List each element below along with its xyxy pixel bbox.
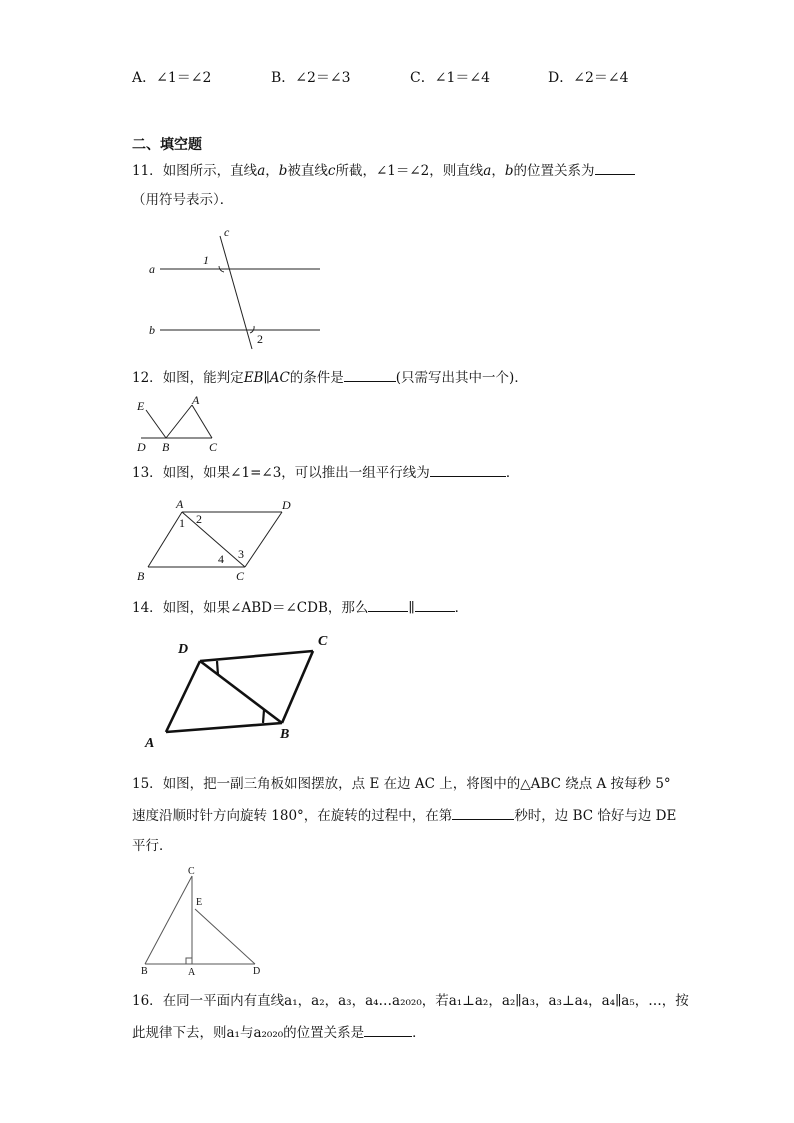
- label-B: B: [141, 966, 148, 977]
- label-A: A: [192, 393, 200, 407]
- label-c: c: [224, 225, 230, 239]
- answer-blank-1[interactable]: [368, 597, 408, 612]
- question-14: 14．如图，如果∠ABD＝∠CDB，那么 ∥ ．: [132, 597, 468, 618]
- label-angle-3: 3: [238, 547, 244, 561]
- choice-c[interactable]: C．∠1＝∠4: [410, 70, 490, 86]
- choice-d[interactable]: D．∠2＝∠4: [548, 70, 629, 86]
- question-15-line2: 速度沿顺时针方向旋转 180°，在旋转的过程中，在第 秒时，边 BC 恰好与边 DE: [132, 805, 676, 826]
- label-C: C: [209, 440, 218, 454]
- label-A: A: [145, 736, 155, 751]
- question-15-line3: 平行．: [132, 838, 173, 854]
- label-D: D: [253, 966, 261, 977]
- answer-blank-2[interactable]: [415, 597, 455, 612]
- label-b: b: [149, 323, 155, 337]
- figure-q15: [138, 862, 278, 982]
- question-16-line2: 此规律下去，则a₁与a₂₀₂₀的位置关系是 ．: [132, 1022, 426, 1043]
- label-angle-2: 2: [257, 332, 263, 346]
- figure-q14: [140, 628, 340, 753]
- answer-blank[interactable]: [344, 367, 396, 382]
- question-15-line1: 15．如图，把一副三角板如图摆放，点 E 在边 AC 上，将图中的△ABC 绕点 A 按每秒 5°: [132, 776, 671, 792]
- label-E: E: [196, 897, 203, 908]
- label-B: B: [162, 440, 170, 454]
- label-E: E: [137, 399, 145, 413]
- question-13: 13．如图，如果∠1=∠3，可以推出一组平行线为 ．: [132, 462, 519, 483]
- label-D: D: [178, 642, 189, 657]
- label-C: C: [318, 634, 328, 649]
- answer-blank[interactable]: [452, 805, 514, 820]
- label-angle-1: 1: [203, 253, 209, 267]
- choice-a[interactable]: A．∠1＝∠2: [132, 70, 212, 86]
- label-A: A: [188, 967, 196, 978]
- answer-blank[interactable]: [364, 1022, 412, 1037]
- answer-blank[interactable]: [595, 160, 635, 175]
- label-D: D: [137, 440, 146, 454]
- label-B: B: [137, 569, 145, 583]
- label-A: A: [176, 497, 184, 511]
- label-C: C: [236, 569, 245, 583]
- label-C: C: [188, 866, 195, 877]
- section-title: 二、填空题: [132, 137, 202, 153]
- choice-b[interactable]: B．∠2＝∠3: [271, 70, 351, 86]
- answer-blank[interactable]: [430, 462, 506, 477]
- question-11: 11．如图所示，直线a，b被直线c所截，∠1＝∠2，则直线a，b的位置关系为: [132, 160, 635, 181]
- question-12: 12．如图，能判定EB∥AC的条件是 (只需写出其中一个)．: [132, 367, 528, 388]
- label-angle-4: 4: [218, 552, 224, 566]
- label-D: D: [282, 498, 291, 512]
- figure-q12: [134, 394, 234, 454]
- label-a: a: [149, 262, 155, 276]
- label-B: B: [280, 727, 290, 742]
- question-11-line2: （用符号表示）．: [132, 192, 234, 208]
- figure-q13: [132, 492, 312, 587]
- label-angle-1: 1: [179, 516, 185, 530]
- question-16-line1: 16．在同一平面内有直线a₁，a₂，a₃，a₄…a₂₀₂₀，若a₁⊥a₂，a₂∥a₃，a₃⊥a₄，a₄∥a₅，…，按: [132, 993, 689, 1009]
- figure-q11: [140, 222, 340, 352]
- label-angle-2: 2: [196, 512, 202, 526]
